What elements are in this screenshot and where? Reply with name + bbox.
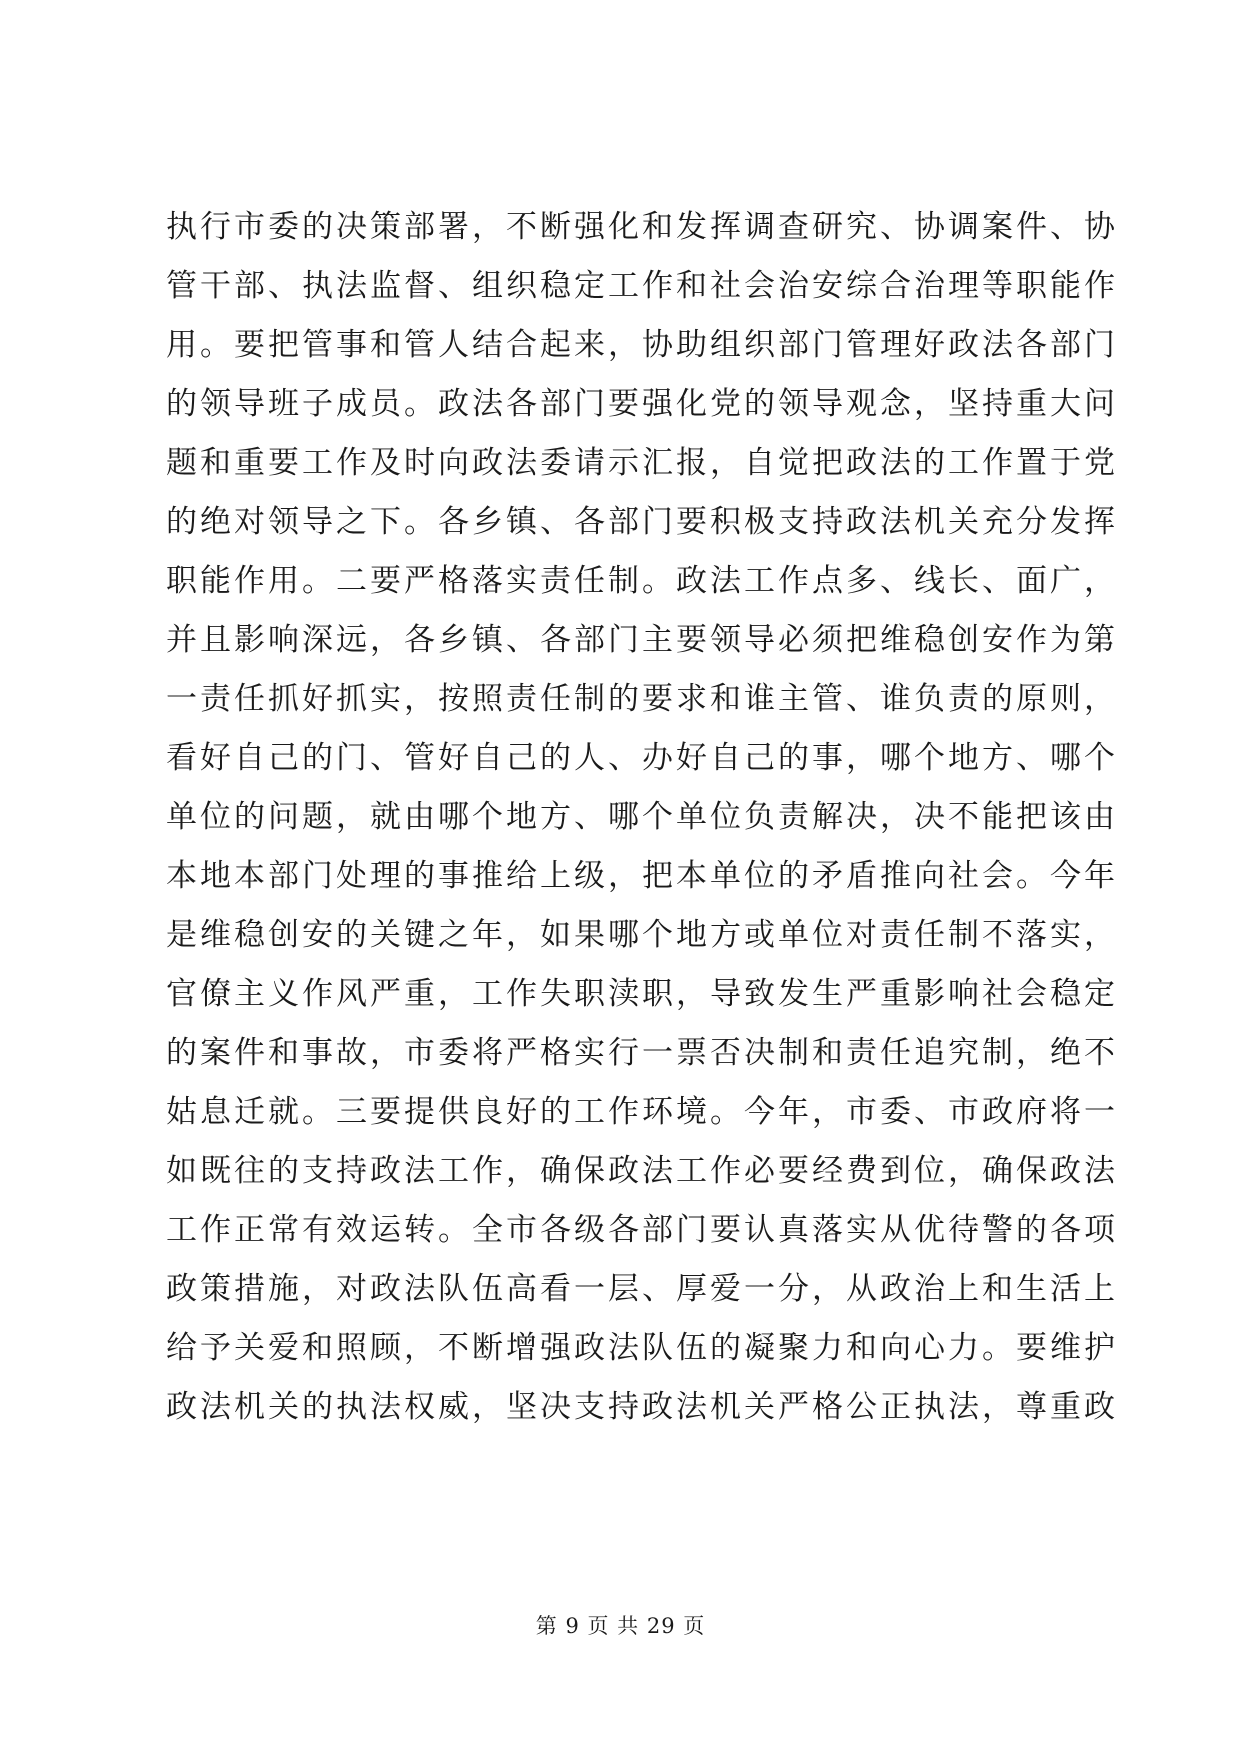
- text-line: 看好自己的门、管好自己的人、办好自己的事，哪个地方、哪个: [166, 740, 1118, 776]
- text-line: 是维稳创安的关键之年，如果哪个地方或单位对责任制不落实，: [166, 917, 1118, 953]
- text-line: 职能作用。二要严格落实责任制。政法工作点多、线长、面广，: [166, 563, 1118, 599]
- text-line: 如既往的支持政法工作，确保政法工作必要经费到位，确保政法: [166, 1153, 1118, 1189]
- text-line: 工作正常有效运转。全市各级各部门要认真落实从优待警的各项: [166, 1212, 1118, 1248]
- text-line: 单位的问题，就由哪个地方、哪个单位负责解决，决不能把该由: [166, 799, 1118, 835]
- text-line: 本地本部门处理的事推给上级，把本单位的矛盾推向社会。今年: [166, 858, 1118, 894]
- text-line: 给予关爱和照顾，不断增强政法队伍的凝聚力和向心力。要维护: [166, 1330, 1118, 1366]
- text-line: 题和重要工作及时向政法委请示汇报，自觉把政法的工作置于党: [166, 445, 1118, 481]
- text-line: 的绝对领导之下。各乡镇、各部门要积极支持政法机关充分发挥: [166, 504, 1118, 540]
- text-line: 用。要把管事和管人结合起来，协助组织部门管理好政法各部门: [166, 327, 1118, 363]
- text-line: 的领导班子成员。政法各部门要强化党的领导观念，坚持重大问: [166, 386, 1118, 422]
- text-line: 政法机关的执法权威，坚决支持政法机关严格公正执法，尊重政: [166, 1389, 1118, 1425]
- body-text: [166, 198, 1118, 1437]
- text-line: 的案件和事故，市委将严格实行一票否决制和责任追究制，绝不: [166, 1035, 1118, 1071]
- page-number-footer: 第 9 页 共 29 页: [535, 1614, 706, 1638]
- text-line: 管干部、执法监督、组织稳定工作和社会治安综合治理等职能作: [166, 268, 1118, 304]
- text-line: 姑息迁就。三要提供良好的工作环境。今年，市委、市政府将一: [166, 1094, 1118, 1130]
- text-line: 并且影响深远，各乡镇、各部门主要领导必须把维稳创安作为第: [166, 622, 1118, 658]
- text-line: 一责任抓好抓实，按照责任制的要求和谁主管、谁负责的原则，: [166, 681, 1118, 717]
- text-line: 官僚主义作风严重，工作失职渎职，导致发生严重影响社会稳定: [166, 976, 1118, 1012]
- text-line: 执行市委的决策部署，不断强化和发挥调查研究、协调案件、协: [166, 209, 1118, 245]
- text-line: 政策措施，对政法队伍高看一层、厚爱一分，从政治上和生活上: [166, 1271, 1118, 1307]
